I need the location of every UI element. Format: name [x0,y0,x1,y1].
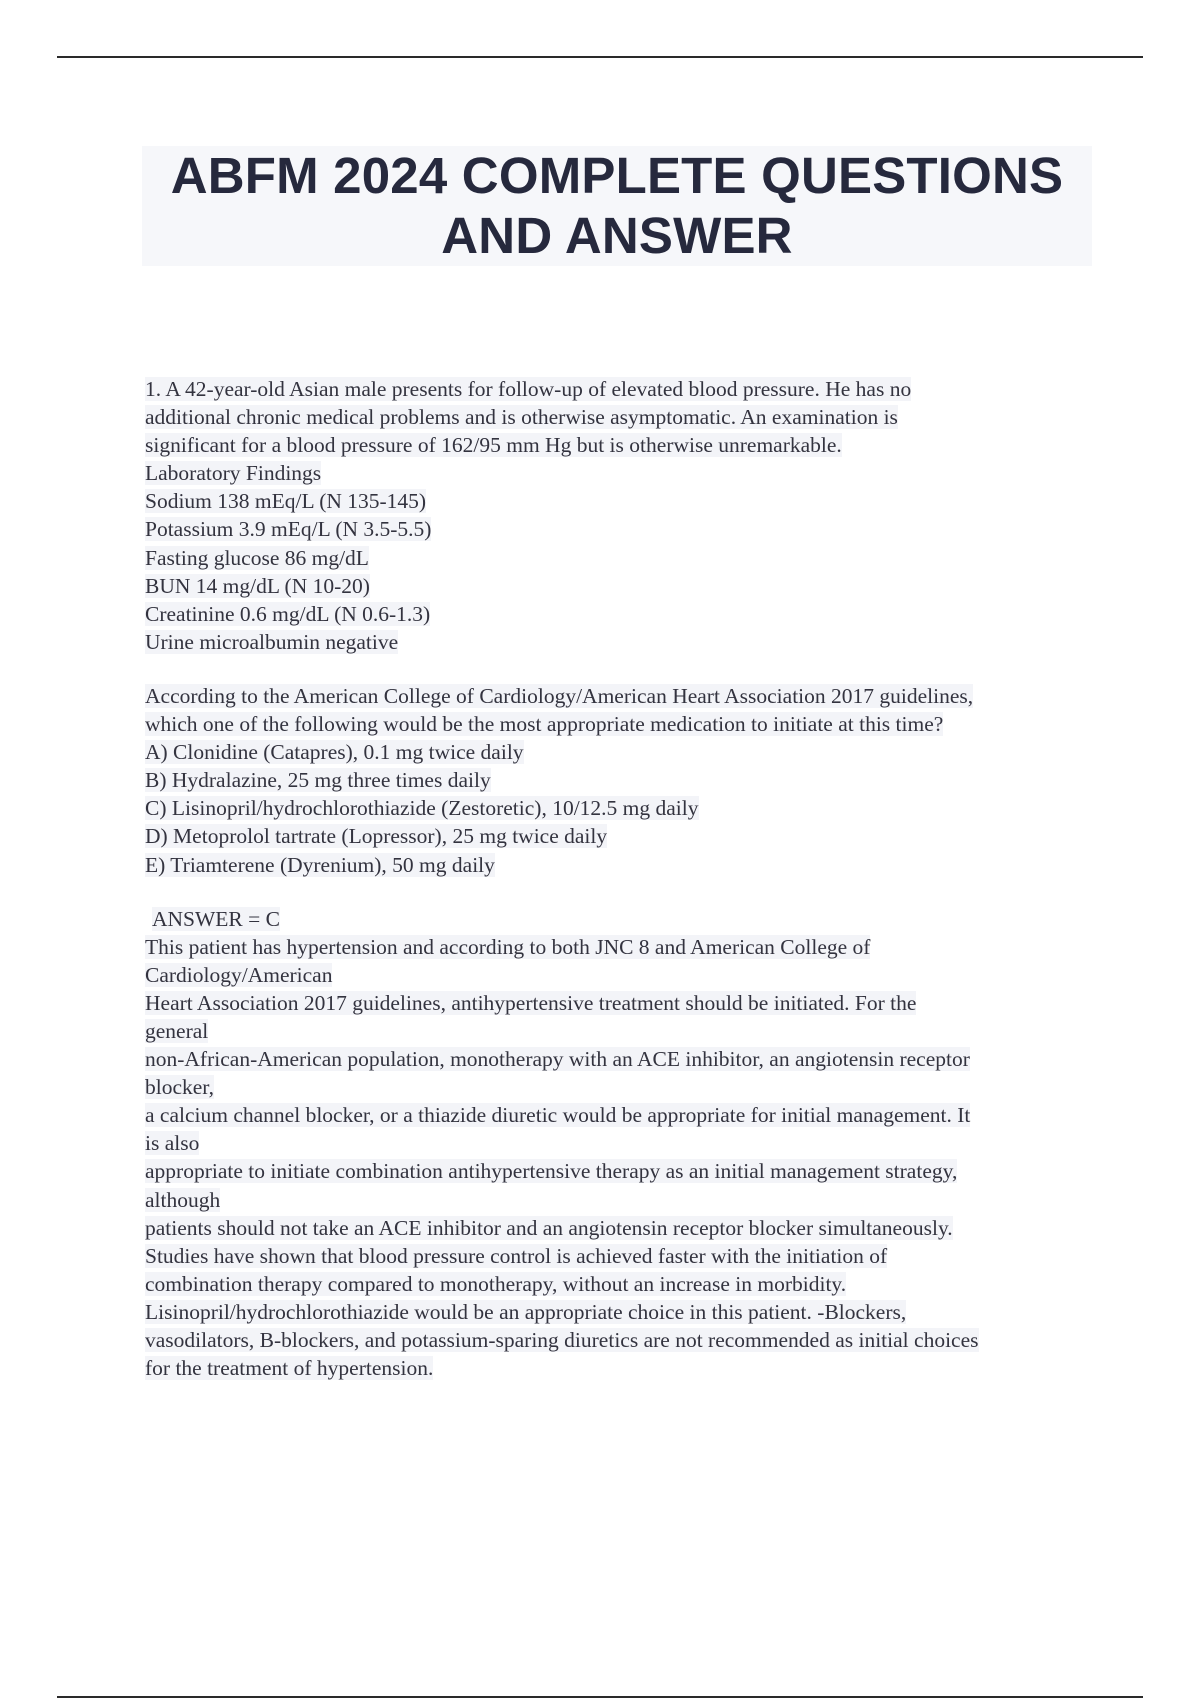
document-title [142,146,1092,266]
option-d: D) Metoprolol tartrate (Lopressor), 25 mg twice daily [145,824,608,849]
lab-item: Sodium 138 mEq/L (N 135-145) [145,489,427,514]
explanation-line: Lisinopril/hydrochlorothiazide would be an appropriate choice in this patient. -Blockers, [145,1299,907,1324]
stem-line: additional chronic medical problems and is otherwise asymptomatic. An examination is [145,405,898,430]
option-a: A) Clonidine (Catapres), 0.1 mg twice daily [145,740,524,765]
explanation-line: for the treatment of hypertension. [145,1356,434,1381]
document-body [145,375,1095,1382]
header-rule [57,56,1143,58]
stem-line: 1. A 42-year-old Asian male presents for follow-up of elevated blood pressure. He has no [145,377,912,401]
explanation-line: non-African-American population, monotherapy with an ACE inhibitor, an angiotensin receptor [145,1047,970,1072]
option-b: B) Hydralazine, 25 mg three times daily [145,768,491,793]
prompt-line: which one of the following would be the most appropriate medication to initiate at this time? [145,712,944,737]
explanation-line: Cardiology/American [145,962,333,987]
lab-item: Creatinine 0.6 mg/dL (N 0.6-1.3) [145,601,431,626]
title-line-1: ABFM 2024 COMPLETE QUESTIONS [170,147,1064,204]
explanation-line: appropriate to initiate combination antihypertensive therapy as an initial management strategy, [145,1159,958,1184]
question-stem [145,375,1095,459]
lab-findings [145,459,1095,656]
title-line-2: AND ANSWER [441,207,793,264]
question-prompt [145,682,1095,738]
explanation-line: Heart Association 2017 guidelines, antihypertensive treatment should be initiated. For the [145,990,917,1015]
explanation-line: patients should not take an ACE inhibitor and an angiotensin receptor blocker simultaneously. [145,1215,953,1240]
footer-rule [57,1696,1143,1698]
option-c: C) Lisinopril/hydrochlorothiazide (Zestoretic), 10/12.5 mg daily [145,796,699,821]
explanation-line: This patient has hypertension and according to both JNC 8 and American College of [145,934,871,959]
lab-item: Fasting glucose 86 mg/dL [145,545,369,570]
explanation-line: a calcium channel blocker, or a thiazide diuretic would be appropriate for initial management. It [145,1103,971,1128]
lab-item: Potassium 3.9 mEq/L (N 3.5-5.5) [145,517,432,542]
lab-item: BUN 14 mg/dL (N 10-20) [145,573,370,598]
explanation-line: although [145,1187,221,1212]
explanation-line: combination therapy compared to monotherapy, without an increase in morbidity. [145,1271,847,1296]
option-e: E) Triamterene (Dyrenium), 50 mg daily [145,852,495,877]
answer-section [145,905,1095,1383]
explanation-line: is also [145,1131,200,1156]
explanation-line: vasodilators, B-blockers, and potassium-sparing diuretics are not recommended as initial choices [145,1328,979,1352]
lab-header: Laboratory Findings [145,461,322,486]
prompt-line: According to the American College of Cardiology/American Heart Association 2017 guidelines, [145,683,974,708]
answer-options [145,738,1095,878]
explanation-line: general [145,1018,209,1043]
lab-item: Urine microalbumin negative [145,629,399,654]
stem-line: significant for a blood pressure of 162/95 mm Hg but is otherwise unremarkable. [145,433,842,458]
answer-label: ANSWER = C [152,906,280,931]
explanation-line: blocker, [145,1075,214,1100]
explanation-line: Studies have shown that blood pressure control is achieved faster with the initiation of [145,1243,888,1268]
